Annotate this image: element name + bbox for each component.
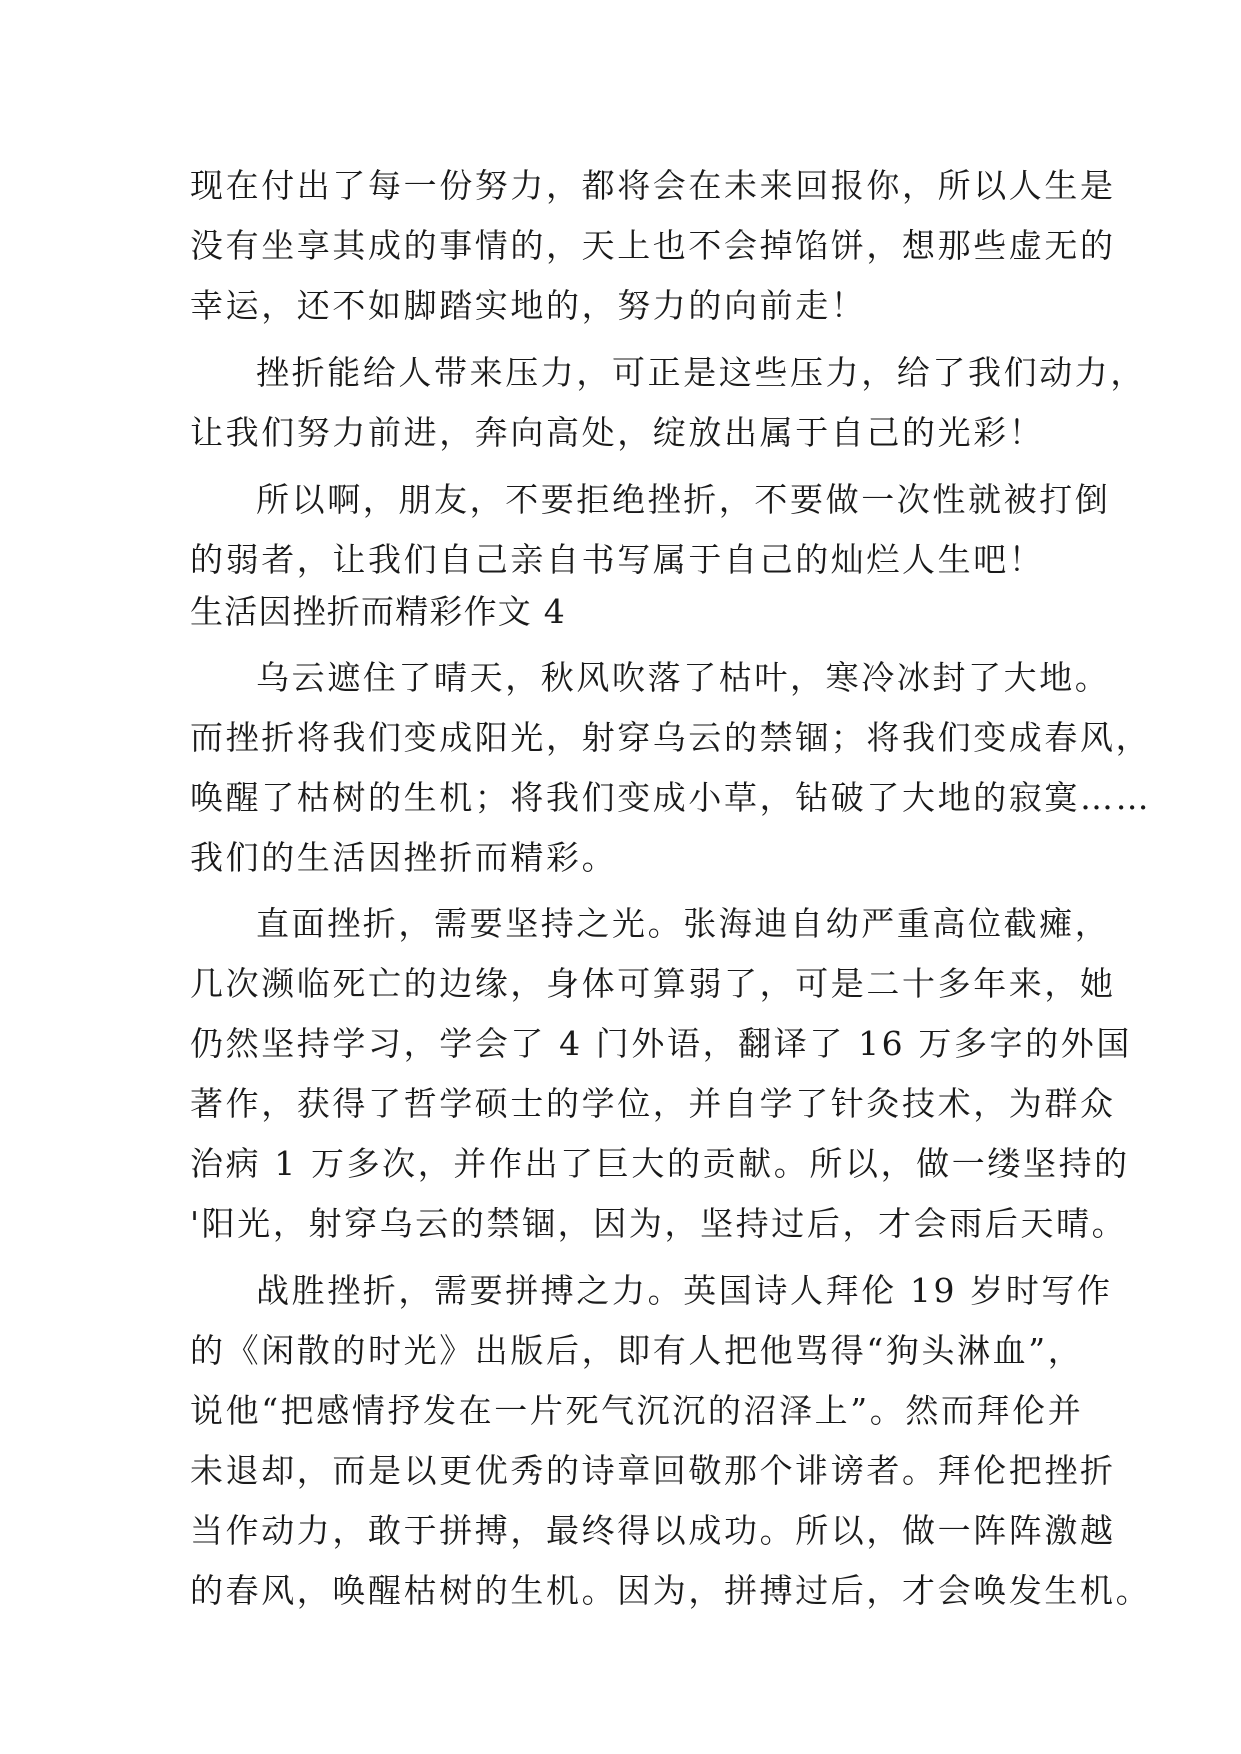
- paragraph-start: 乌云遮住了晴天，秋风吹落了枯叶，寒冷冰封了大地。: [256, 658, 1111, 697]
- text-line: 治病 1 万多次，并作出了巨大的贡献。所以，做一缕坚持的: [190, 1144, 1130, 1183]
- text-line: 未退却，而是以更优秀的诗章回敬那个诽谤者。拜伦把挫折: [190, 1451, 1116, 1490]
- paragraph-start: 挫折能给人带来压力，可正是这些压力，给了我们动力，: [256, 353, 1146, 392]
- text-line: 几次濒临死亡的边缘，身体可算弱了，可是二十多年来，她: [190, 964, 1116, 1003]
- text-line: 唤醒了枯树的生机；将我们变成小草，钻破了大地的寂寞……: [190, 778, 1152, 817]
- text-line: 当作动力，敢于拼搏，最终得以成功。所以，做一阵阵激越: [190, 1511, 1116, 1550]
- text-line: 的《闲散的时光》出版后，即有人把他骂得“狗头淋血”，: [190, 1331, 1084, 1370]
- text-line: 而挫折将我们变成阳光，射穿乌云的禁锢；将我们变成春风，: [190, 718, 1152, 757]
- text-line: 现在付出了每一份努力，都将会在未来回报你，所以人生是: [190, 166, 1116, 205]
- text-line: 著作，获得了哲学硕士的学位，并自学了针灸技术，为群众: [190, 1084, 1116, 1123]
- text-line: '阳光，射穿乌云的禁锢，因为，坚持过后，才会雨后天晴。: [190, 1204, 1128, 1243]
- text-line: 的春风，唤醒枯树的生机。因为，拼搏过后，才会唤发生机。: [190, 1571, 1152, 1610]
- text-line: 幸运，还不如脚踏实地的，努力的向前走！: [190, 286, 867, 325]
- text-line: 没有坐享其成的事情的，天上也不会掉馅饼，想那些虚无的: [190, 226, 1116, 265]
- text-line: 的弱者，让我们自己亲自书写属于自己的灿烂人生吧！: [190, 540, 1045, 579]
- text-line: 让我们努力前进，奔向高处，绽放出属于自己的光彩！: [190, 413, 1045, 452]
- paragraph-start: 所以啊，朋友，不要拒绝挫折，不要做一次性就被打倒: [256, 480, 1111, 519]
- section-heading: 生活因挫折而精彩作文 4: [190, 592, 566, 631]
- paragraph-start: 战胜挫折，需要拼搏之力。英国诗人拜伦 19 岁时写作: [256, 1271, 1113, 1310]
- text-line: 仍然坚持学习，学会了 4 门外语，翻译了 16 万多字的外国: [190, 1024, 1132, 1063]
- text-line: 我们的生活因挫折而精彩。: [190, 838, 618, 877]
- paragraph-start: 直面挫折，需要坚持之光。张海迪自幼严重高位截瘫，: [256, 904, 1111, 943]
- text-line: 说他“把感情抒发在一片死气沉沉的沼泽上”。然而拜伦并: [190, 1391, 1084, 1430]
